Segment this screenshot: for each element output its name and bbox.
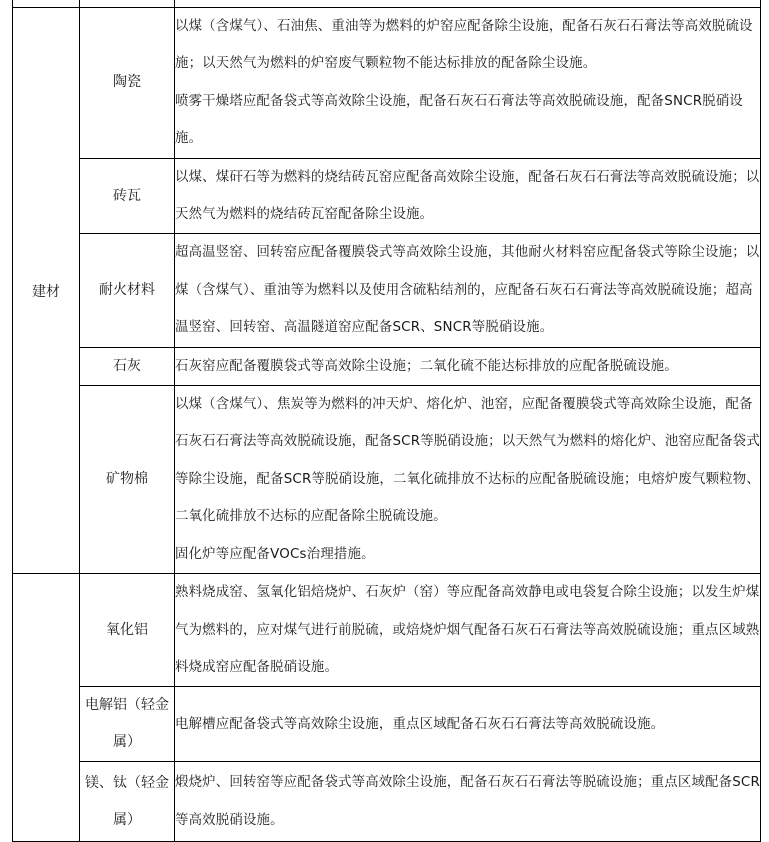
emission-control-table — [12, 0, 761, 842]
subcategory-cell: 陶瓷 — [80, 8, 175, 159]
subcategory-cell: 电解铝（轻金属） — [80, 687, 175, 762]
requirement-cell — [175, 234, 761, 347]
subcategory-cell: 氧化铝 — [80, 574, 175, 687]
requirement-cell — [175, 0, 761, 8]
requirement-text: 煅烧炉、回转窑等应配备袋式等高效除尘设施，配备石灰石石膏法等脱硫设施；重点区域配备SCR等高效脱硝设施。 — [175, 775, 760, 828]
requirement-text: 以煤（含煤气）、焦炭等为燃料的冲天炉、熔化炉、池窑，应配备覆膜袋式等高效除尘设施，配备石灰石石膏法等高效脱硫设施，配备SCR等脱硝设施；以天然气为燃料的熔化炉、池窑应配备袋式等除尘设施，配备SCR等脱硝设施，二氧化硫排放不达标的应配备脱硫设施；电熔炉废气颗粒物、二氧化硫排放不达标的应配备除尘脱硫设施。 — [175, 397, 760, 525]
table-row — [13, 0, 761, 8]
table-row — [13, 687, 761, 762]
requirement-text: 电解槽应配备袋式等高效除尘设施，重点区域配备石灰石石膏法等高效脱硫设施。 — [175, 716, 665, 732]
table-row — [13, 158, 761, 234]
industry-cell: 建材 — [13, 8, 80, 574]
requirement-text: 固化炉等应配备VOCs治理措施。 — [175, 546, 375, 562]
requirement-cell — [175, 762, 761, 842]
requirement-text: 喷雾干燥塔应配备袋式等高效除尘设施，配备石灰石石膏法等高效脱硫设施，配备SNCR脱硝设施。 — [175, 93, 744, 147]
requirement-text: 石灰窑应配备覆膜袋式等高效除尘设施；二氧化硫不能达标排放的应配备脱硫设施。 — [175, 358, 678, 374]
subcategory-cell: 镁、钛（轻金属） — [80, 762, 175, 842]
requirement-text: 熟料烧成窑、氢氧化铝焙烧炉、石灰炉（窑）等应配备高效静电或电袋复合除尘设施；以发生炉煤气为燃料的，应对煤气进行前脱硫，或焙烧炉烟气配备石灰石石膏法等高效脱硫设施；重点区域熟料烧成窑应配备脱硝设施。 — [175, 585, 760, 675]
requirement-text: 以煤（含煤气）、石油焦、重油等为燃料的炉窑应配备除尘设施，配备石灰石石膏法等高效脱硫设施；以天然气为燃料的炉窑废气颗粒物不能达标排放的配备除尘设施。 — [175, 19, 753, 72]
table-row — [13, 762, 761, 842]
table-row — [13, 386, 761, 574]
industry-cell — [13, 0, 80, 8]
requirement-cell — [175, 687, 761, 762]
requirement-cell — [175, 347, 761, 385]
subcategory-cell: 砖瓦 — [80, 158, 175, 234]
requirement-cell — [175, 574, 761, 687]
table-row — [13, 347, 761, 385]
table-row — [13, 574, 761, 687]
subcategory-cell: 石灰 — [80, 347, 175, 385]
requirement-cell — [175, 8, 761, 159]
industry-cell — [13, 574, 80, 842]
table-row — [13, 234, 761, 347]
requirement-text: 超高温竖窑、回转窑应配备覆膜袋式等高效除尘设施，其他耐火材料窑应配备袋式等除尘设施；以煤（含煤气）、重油等为燃料以及使用含硫粘结剂的，应配备石灰石石膏法等高效脱硫设施；超高温竖窑、回转窑、高温隧道窑应配备SCR、SNCR等脱硝设施。 — [175, 245, 760, 336]
table-row — [13, 8, 761, 159]
requirement-cell — [175, 386, 761, 574]
subcategory-cell — [80, 0, 175, 8]
subcategory-cell: 矿物棉 — [80, 386, 175, 574]
requirement-text: 以煤、煤矸石等为燃料的烧结砖瓦窑应配备高效除尘设施，配备石灰石石膏法等高效脱硫设施；以天然气为燃料的烧结砖瓦窑配备除尘设施。 — [175, 169, 760, 223]
subcategory-cell: 耐火材料 — [80, 234, 175, 347]
requirement-cell — [175, 158, 761, 234]
